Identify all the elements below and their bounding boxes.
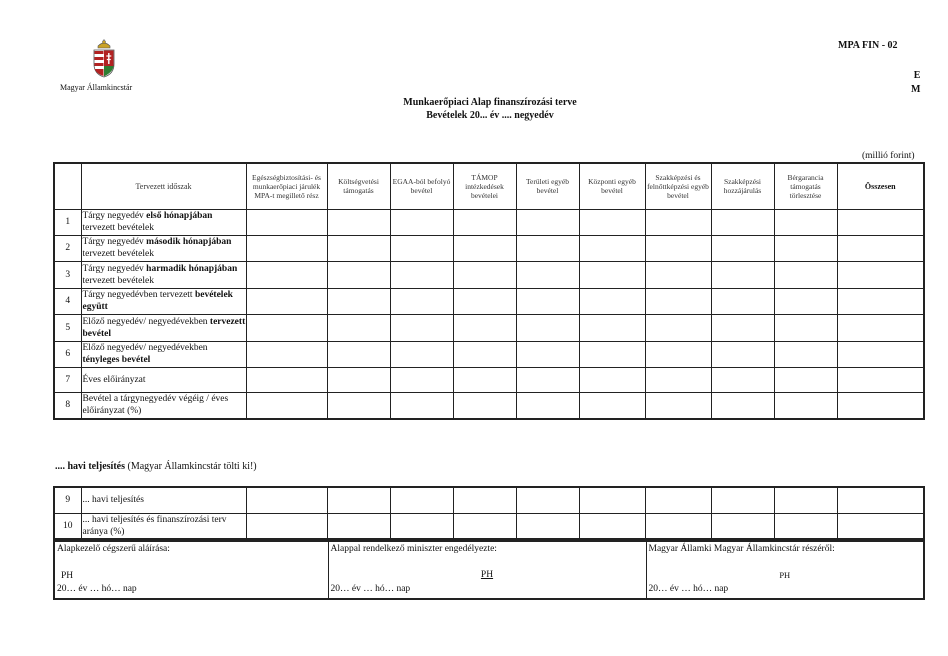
row-label bbox=[81, 235, 246, 261]
row-label-pre: Éves előirányzat bbox=[82, 374, 146, 385]
value-cell[interactable] bbox=[453, 314, 516, 341]
row-label-pre: Tárgy negyedév bbox=[82, 263, 147, 274]
row-number: 8 bbox=[54, 392, 81, 419]
value-cell[interactable] bbox=[579, 235, 645, 261]
value-cell[interactable] bbox=[327, 235, 390, 261]
row-number: 5 bbox=[54, 314, 81, 341]
header-col-5: Területi egyéb bevétel bbox=[516, 163, 579, 209]
row-number: 9 bbox=[54, 487, 81, 513]
value-cell[interactable] bbox=[645, 314, 711, 341]
value-cell[interactable] bbox=[837, 314, 924, 341]
row-label-pre: Előző negyedév/ negyedévekben bbox=[82, 343, 208, 353]
value-cell[interactable] bbox=[246, 288, 327, 314]
treasury-signature[interactable] bbox=[646, 541, 924, 599]
value-cell[interactable] bbox=[837, 288, 924, 314]
value-cell[interactable] bbox=[516, 367, 579, 392]
value-cell[interactable] bbox=[453, 209, 516, 235]
value-cell[interactable] bbox=[453, 487, 516, 513]
value-cell[interactable] bbox=[645, 367, 711, 392]
corner-marks bbox=[911, 69, 920, 97]
header-col-9: Bérgarancia támogatás törlesztése bbox=[774, 163, 837, 209]
value-cell[interactable] bbox=[774, 392, 837, 419]
value-cell[interactable] bbox=[246, 392, 327, 419]
value-cell[interactable] bbox=[837, 341, 924, 367]
header-period: Tervezett időszak bbox=[81, 163, 246, 209]
row-label: ... havi teljesítés bbox=[81, 487, 246, 513]
row-label-post: tervezett bevételek bbox=[82, 275, 154, 286]
treasury-stamp: PH bbox=[779, 570, 791, 580]
table-row bbox=[54, 367, 924, 392]
row-label-pre: Előző negyedév/ negyedévekben bbox=[82, 316, 210, 327]
monthly-row bbox=[54, 513, 924, 539]
row-label-pre: Bevétel a tárgynegyedév végéig / éves előirányzat (%) bbox=[82, 394, 229, 417]
value-cell[interactable] bbox=[327, 367, 390, 392]
header-col-2: Költségvetési támogatás bbox=[327, 163, 390, 209]
value-cell[interactable] bbox=[774, 261, 837, 288]
table-row bbox=[54, 288, 924, 314]
value-cell[interactable] bbox=[327, 314, 390, 341]
value-cell[interactable] bbox=[390, 288, 453, 314]
value-cell[interactable] bbox=[516, 288, 579, 314]
row-label-bold: bevételek együtt bbox=[82, 290, 233, 312]
row-label-pre: Tárgy negyedév bbox=[82, 211, 147, 221]
minister-stamp: PH bbox=[480, 570, 494, 580]
value-cell[interactable] bbox=[246, 261, 327, 288]
form-code: MPA FIN - 02 bbox=[838, 40, 898, 51]
row-label-bold: első hónapjában bbox=[146, 211, 213, 221]
value-cell[interactable] bbox=[645, 288, 711, 314]
value-cell[interactable] bbox=[645, 341, 711, 367]
row-label bbox=[81, 261, 246, 288]
revenue-plan-table bbox=[53, 162, 925, 420]
row-label-bold: harmadik hónapjában bbox=[146, 263, 238, 274]
organization-name: Magyar Államkincstár bbox=[60, 83, 133, 92]
header-col-1: Egészségbiztosítási- és munkaerőpiaci járulék MPA-t megillető rész bbox=[246, 163, 327, 209]
value-cell[interactable] bbox=[837, 209, 924, 235]
minister-signature[interactable] bbox=[328, 541, 646, 599]
value-cell[interactable] bbox=[390, 341, 453, 367]
value-cell[interactable] bbox=[774, 487, 837, 513]
value-cell[interactable] bbox=[837, 367, 924, 392]
minister-date: 20… év … hó… nap bbox=[330, 584, 411, 594]
value-cell[interactable] bbox=[390, 487, 453, 513]
treasury-date: 20… év … hó… nap bbox=[648, 584, 729, 594]
value-cell[interactable] bbox=[246, 513, 327, 539]
value-cell[interactable] bbox=[774, 235, 837, 261]
value-cell[interactable] bbox=[711, 392, 774, 419]
value-cell[interactable] bbox=[453, 261, 516, 288]
table-row bbox=[54, 314, 924, 341]
row-number: 7 bbox=[54, 367, 81, 392]
row-number: 10 bbox=[54, 513, 81, 539]
table-row bbox=[54, 341, 924, 367]
value-cell[interactable] bbox=[579, 513, 645, 539]
value-cell[interactable] bbox=[390, 314, 453, 341]
value-cell[interactable] bbox=[837, 487, 924, 513]
value-cell[interactable] bbox=[453, 341, 516, 367]
row-label-pre: Tárgy negyedév bbox=[82, 237, 147, 247]
row-number: 1 bbox=[54, 209, 81, 235]
row-label-pre: Tárgy negyedévben tervezett bbox=[82, 290, 195, 300]
value-cell[interactable] bbox=[390, 209, 453, 235]
value-cell[interactable] bbox=[645, 513, 711, 539]
hungarian-coat-of-arms-icon bbox=[90, 38, 118, 78]
header-col-8: Szakképzési hozzájárulás bbox=[711, 163, 774, 209]
row-label-post: tervezett bevételek bbox=[82, 223, 154, 233]
value-cell[interactable] bbox=[516, 392, 579, 419]
value-cell[interactable] bbox=[774, 367, 837, 392]
row-label bbox=[81, 314, 246, 341]
value-cell[interactable] bbox=[645, 235, 711, 261]
value-cell[interactable] bbox=[711, 261, 774, 288]
value-cell[interactable] bbox=[453, 288, 516, 314]
value-cell[interactable] bbox=[453, 235, 516, 261]
row-number: 4 bbox=[54, 288, 81, 314]
value-cell[interactable] bbox=[711, 235, 774, 261]
value-cell[interactable] bbox=[327, 288, 390, 314]
value-cell[interactable] bbox=[711, 288, 774, 314]
value-cell[interactable] bbox=[774, 314, 837, 341]
value-cell[interactable] bbox=[711, 367, 774, 392]
value-cell[interactable] bbox=[390, 513, 453, 539]
table-row bbox=[54, 235, 924, 261]
value-cell[interactable] bbox=[390, 235, 453, 261]
corner-mark-e: E bbox=[913, 70, 921, 81]
value-cell[interactable] bbox=[327, 209, 390, 235]
value-cell[interactable] bbox=[516, 487, 579, 513]
row-label bbox=[81, 288, 246, 314]
value-cell[interactable] bbox=[837, 513, 924, 539]
monthly-performance-table bbox=[53, 486, 925, 540]
table-row bbox=[54, 392, 924, 419]
value-cell[interactable] bbox=[711, 314, 774, 341]
corner-mark-m: M bbox=[911, 84, 921, 95]
header-col-7: Szakképzési és felnőttképzési egyéb bevétel bbox=[645, 163, 711, 209]
value-cell[interactable] bbox=[516, 235, 579, 261]
value-cell[interactable] bbox=[579, 392, 645, 419]
row-number: 3 bbox=[54, 261, 81, 288]
row-label bbox=[81, 209, 246, 235]
fund-manager-date: 20… év … hó… nap bbox=[57, 584, 137, 594]
treasury-signature-title: Magyar Államki Magyar Államkincstár részéről: bbox=[648, 544, 835, 554]
row-label-post: tervezett bevételek bbox=[82, 249, 154, 259]
value-cell[interactable] bbox=[453, 392, 516, 419]
value-cell[interactable] bbox=[453, 513, 516, 539]
value-cell[interactable] bbox=[711, 513, 774, 539]
monthly-heading-note: (Magyar Államkincstár tölti ki!) bbox=[125, 461, 257, 472]
value-cell[interactable] bbox=[774, 341, 837, 367]
value-cell[interactable] bbox=[390, 392, 453, 419]
row-label bbox=[81, 341, 246, 367]
value-cell[interactable] bbox=[327, 392, 390, 419]
value-cell[interactable] bbox=[246, 487, 327, 513]
header-col-4: TÁMOP intézkedések bevételei bbox=[453, 163, 516, 209]
row-label bbox=[81, 367, 246, 392]
value-cell[interactable] bbox=[390, 367, 453, 392]
value-cell[interactable] bbox=[390, 261, 453, 288]
value-cell[interactable] bbox=[774, 288, 837, 314]
value-cell[interactable] bbox=[774, 513, 837, 539]
value-cell[interactable] bbox=[246, 341, 327, 367]
value-cell[interactable] bbox=[711, 341, 774, 367]
value-cell[interactable] bbox=[453, 367, 516, 392]
value-cell[interactable] bbox=[645, 487, 711, 513]
header-total: Összesen bbox=[837, 163, 924, 209]
value-cell[interactable] bbox=[327, 487, 390, 513]
monthly-heading-bold: .... havi teljesítés bbox=[55, 461, 125, 472]
row-label-bold: második hónapjában bbox=[146, 237, 232, 247]
value-cell[interactable] bbox=[645, 209, 711, 235]
value-cell[interactable] bbox=[837, 261, 924, 288]
title-line-2: Bevételek 20... év .... negyedév bbox=[426, 110, 554, 121]
value-cell[interactable] bbox=[327, 513, 390, 539]
value-cell[interactable] bbox=[774, 209, 837, 235]
value-cell[interactable] bbox=[516, 261, 579, 288]
value-cell[interactable] bbox=[579, 367, 645, 392]
monthly-row bbox=[54, 487, 924, 513]
fund-manager-stamp: PH bbox=[61, 571, 74, 581]
value-cell[interactable] bbox=[645, 261, 711, 288]
value-cell[interactable] bbox=[579, 261, 645, 288]
value-cell[interactable] bbox=[837, 392, 924, 419]
monthly-section-heading bbox=[55, 461, 257, 472]
value-cell[interactable] bbox=[516, 513, 579, 539]
value-cell[interactable] bbox=[516, 209, 579, 235]
row-label: ... havi teljesítés és finanszírozási terv aránya (%) bbox=[81, 513, 246, 539]
table-header-row bbox=[54, 163, 924, 209]
value-cell[interactable] bbox=[579, 288, 645, 314]
fund-manager-signature-title: Alapkezelő cégszerű aláírása: bbox=[57, 544, 170, 554]
signature-block bbox=[53, 540, 925, 600]
value-cell[interactable] bbox=[246, 314, 327, 341]
value-cell[interactable] bbox=[837, 235, 924, 261]
value-cell[interactable] bbox=[711, 487, 774, 513]
value-cell[interactable] bbox=[327, 261, 390, 288]
value-cell[interactable] bbox=[246, 209, 327, 235]
fund-manager-signature[interactable] bbox=[54, 541, 328, 599]
title-line-1: Munkaerőpiaci Alap finanszírozási terve bbox=[403, 97, 577, 108]
value-cell[interactable] bbox=[645, 392, 711, 419]
table-row bbox=[54, 261, 924, 288]
row-number: 2 bbox=[54, 235, 81, 261]
value-cell[interactable] bbox=[579, 341, 645, 367]
value-cell[interactable] bbox=[711, 209, 774, 235]
value-cell[interactable] bbox=[246, 235, 327, 261]
header-number-cell bbox=[54, 163, 81, 209]
document-title bbox=[0, 96, 948, 122]
row-label-bold: tényleges bevétel bbox=[82, 355, 151, 365]
value-cell[interactable] bbox=[516, 341, 579, 367]
value-cell[interactable] bbox=[579, 314, 645, 341]
table-row bbox=[54, 209, 924, 235]
value-cell[interactable] bbox=[327, 341, 390, 367]
value-cell[interactable] bbox=[579, 209, 645, 235]
header-col-3: EGAA-ból befolyó bevétel bbox=[390, 163, 453, 209]
header-col-6: Központi egyéb bevétel bbox=[579, 163, 645, 209]
row-label bbox=[81, 392, 246, 419]
unit-label: (millió forint) bbox=[862, 151, 915, 161]
value-cell[interactable] bbox=[579, 487, 645, 513]
row-label-bold: tervezett bevétel bbox=[82, 316, 246, 339]
minister-signature-title: Alappal rendelkező miniszter engedélyezte: bbox=[330, 544, 497, 554]
value-cell[interactable] bbox=[516, 314, 579, 341]
row-number: 6 bbox=[54, 341, 81, 367]
value-cell[interactable] bbox=[246, 367, 327, 392]
